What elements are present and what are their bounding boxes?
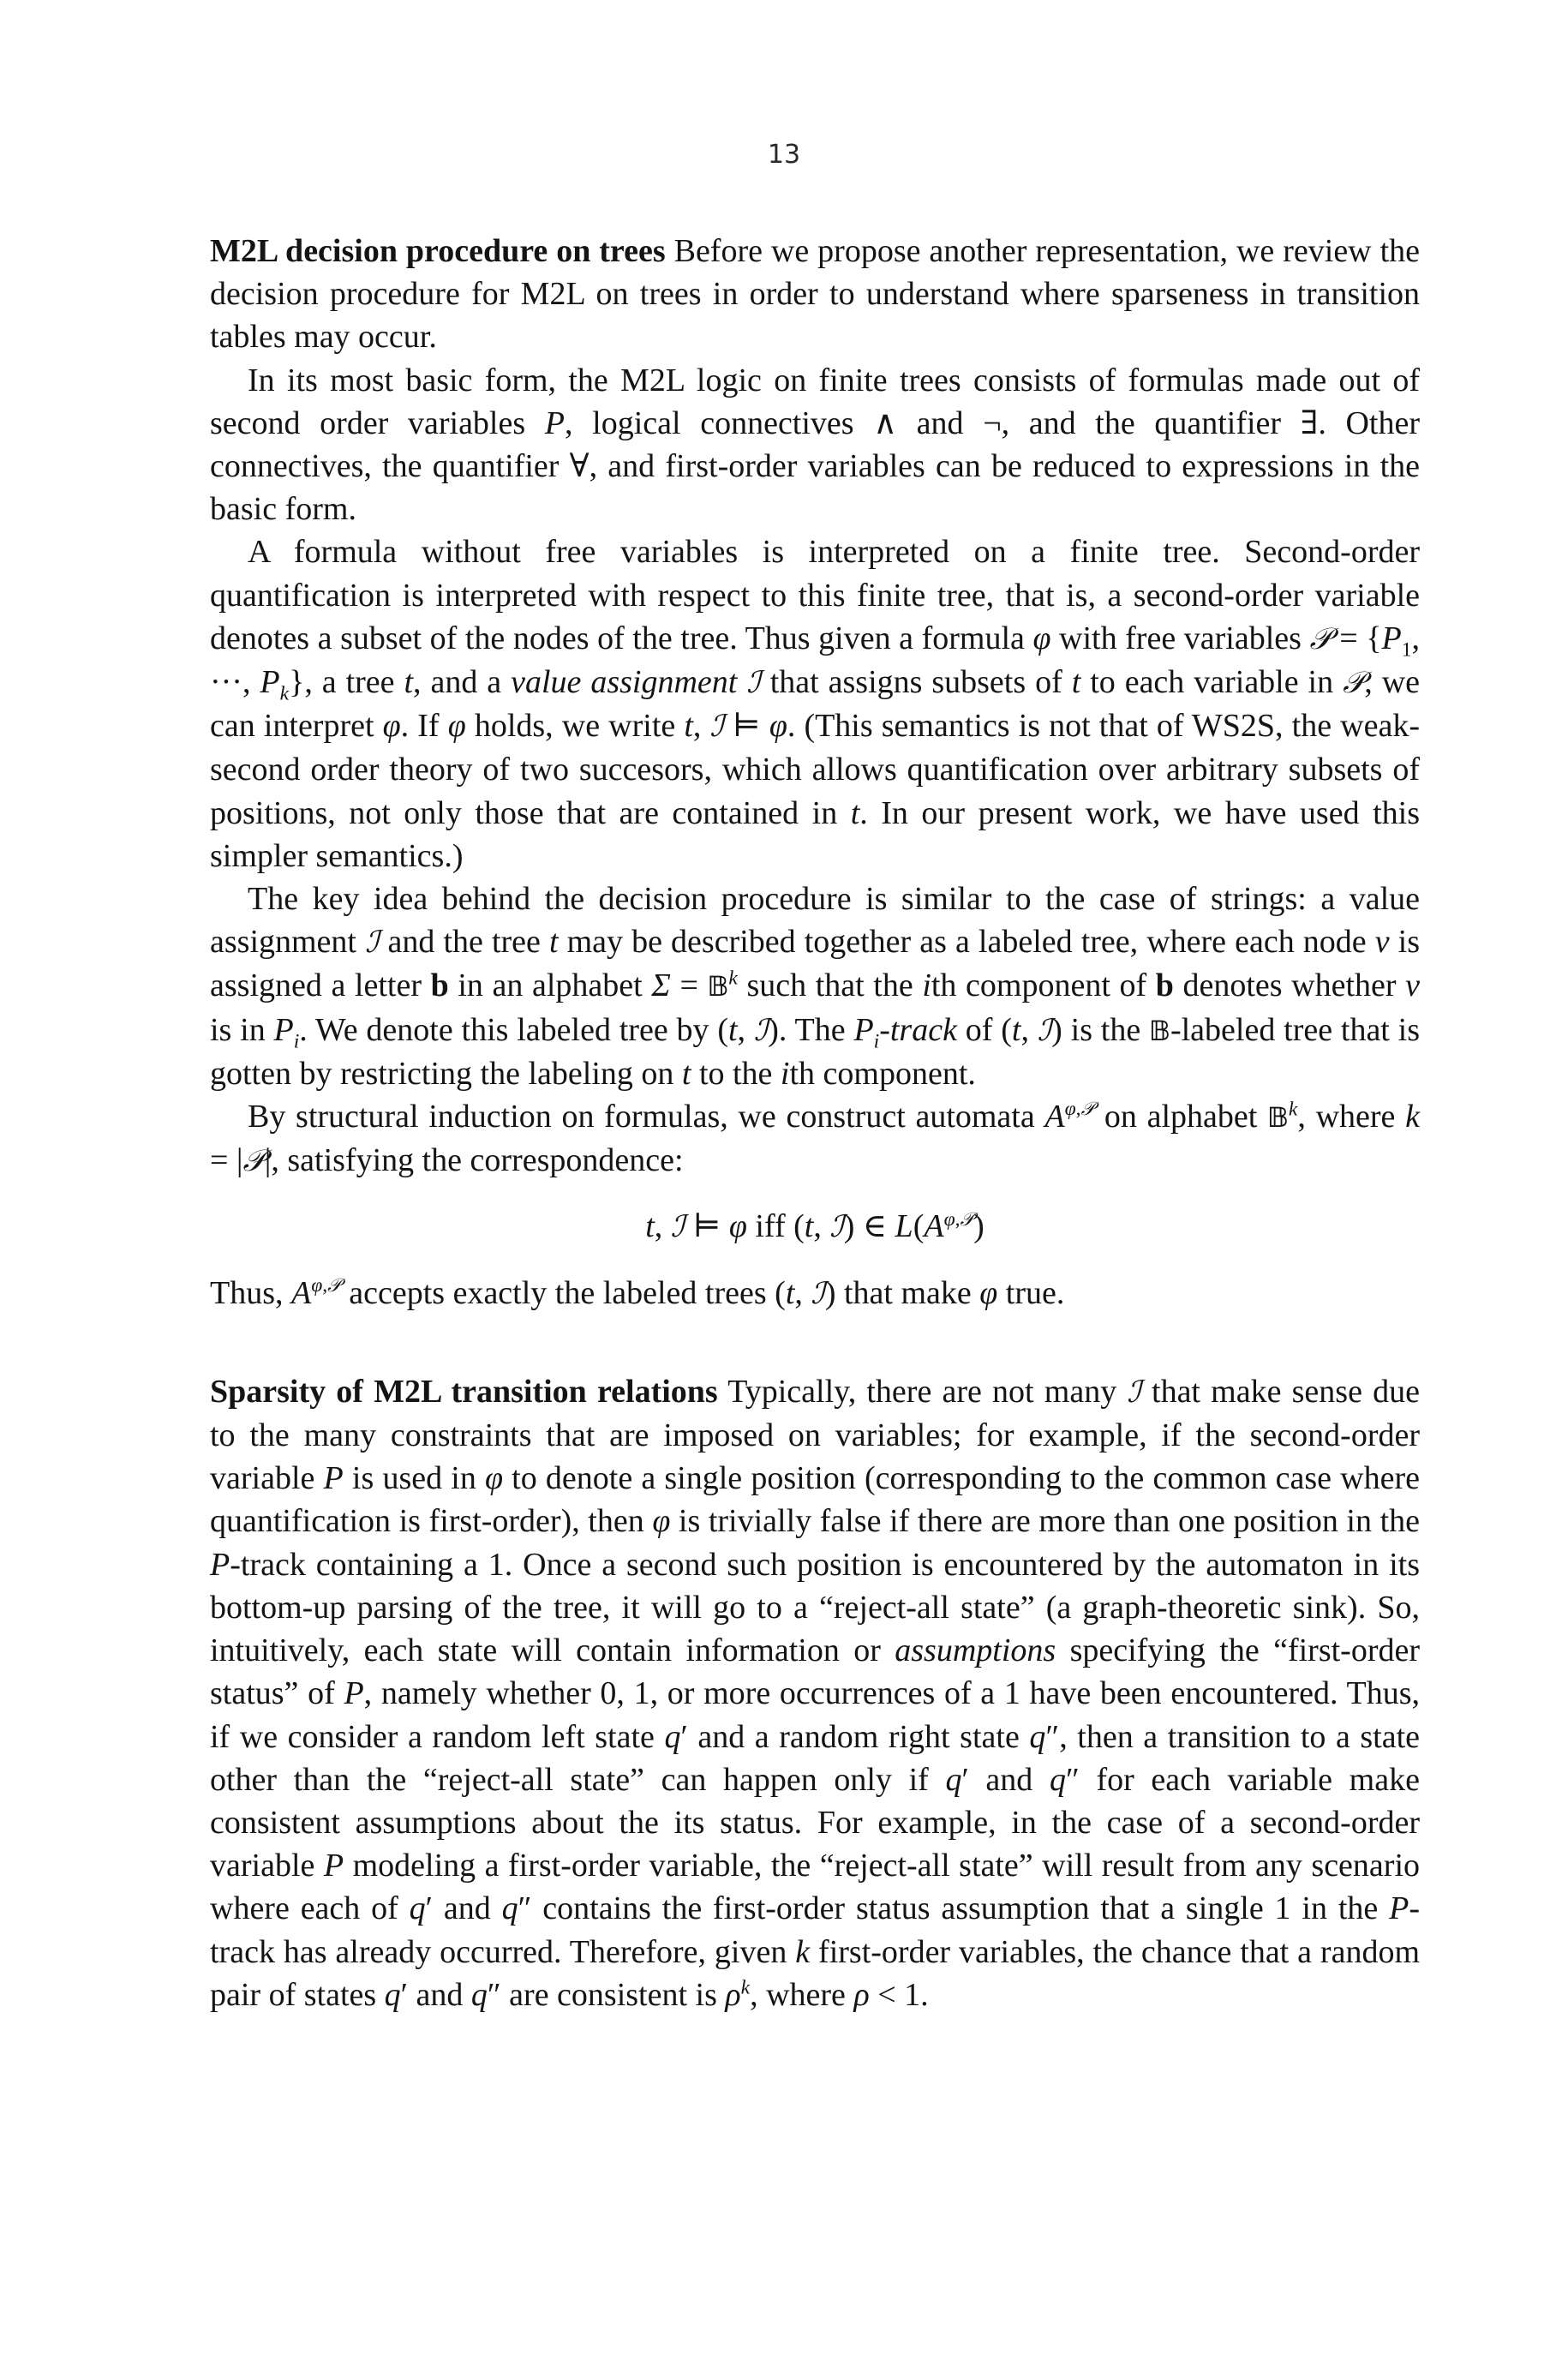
- page-number: 13: [767, 140, 801, 170]
- paragraph-key-idea: The key idea behind the decision procedure is similar to the case of strings: a value assignment ℐ and the tree t may be described together as a labeled tree, where each node v is assigned a letter b in an alphabet Σ = 𝔹$^k$ such that the ith component of b denotes whether v is in $P_i$. We denote this labeled tree by (t, ℐ). The $P_i$-track of (t, ℐ) is the 𝔹-labeled tree that is gotten by restricting the labeling on t to the ith component.: [210, 881, 1421, 1092]
- paragraph-decision-intro: [210, 230, 1420, 359]
- page-body: [210, 230, 1420, 2016]
- paragraph-interpretation: A formula without free variables is interpreted on a finite tree. Second-order quantification is interpreted with respect to this finite tree, that is, a second-order variable denotes a subset of the nodes of the tree. Thus given a formula φ with free variables 𝒫 = {$P_1$, ···, $P_k$}, a tree t, and a value assignment ℐ that assigns subsets of t to each variable in 𝒫, we can interpret φ. If φ holds, we write t, ℐ ⊨ φ. (This semantics is not that of WS2S, the weak-second order theory of two succesors, which allows quantification over arbitrary subsets of positions, not only those that are contained in t. In our present work, we have used this simpler semantics.): [210, 534, 1421, 874]
- paragraph-decision-intro-text: Before we propose another representation, we review the decision procedure for M2L on trees in order to understand where sparseness in transition tables may occur.: [210, 233, 1420, 356]
- paragraph-basic-form: In its most basic form, the M2L logic on finite trees consists of formulas made out of second order variables P, logical connectives ∧ and ¬, and the quantifier ∃. Other connectives, the quantifier ∀, and first-order variables can be reduced to expressions in the basic form.: [210, 362, 1420, 528]
- section-heading-sparsity: Sparsity of M2L transition relations: [210, 1373, 718, 1410]
- section-gap: [210, 1315, 1420, 1370]
- paragraph-accepts: Thus, $A^{\varphi,𝒫}$ accepts exactly the labeled trees (t, ℐ) that make φ true.: [210, 1274, 1065, 1311]
- paragraph-structural-induction: By structural induction on formulas, we construct automata $A^{\varphi,𝒫}$ on alphabet 𝔹$^k$, where k = |𝒫|, satisfying the correspondence:: [210, 1098, 1420, 1179]
- section-heading-decision-procedure: M2L decision procedure on trees: [210, 233, 666, 269]
- display-equation-correspondence: t, ℐ ⊨ φ iff (t, ℐ) ∈ $L(A^{\varphi,𝒫})$: [645, 1207, 984, 1245]
- paragraph-sparsity: Sparsity of M2L transition relations Typically, there are not many ℐ that make sense due to the many constraints that are imposed on variables; for example, if the second-order variable P is used in φ to denote a single position (corresponding to the common case where quantification is first-order), then φ is trivially false if there are more than one position in the P-track containing a 1. Once a second such position is encountered by the automaton in its bottom-up parsing of the tree, it will go to a “reject-all state” (a graph-theoretic sink). So, intuitively, each state will contain information or assumptions specifying the “first-order status” of P, namely whether 0, 1, or more occurrences of a 1 have been encountered. Thus, if we consider a random left state q′ and a random right state q″, then a transition to a state other than the “reject-all state” can happen only if q′ and q″ for each variable make consistent assumptions about the its status. For example, in the case of a second-order variable P modeling a first-order variable, the “reject-all state” will result from any scenario where each of q′ and q″ contains the first-order status assumption that a single 1 in the P-track has already occurred. Therefore, given k first-order variables, the chance that a random pair of states q′ and q″ are consistent is $\rho^k$, where ρ < 1.: [210, 1373, 1421, 2013]
